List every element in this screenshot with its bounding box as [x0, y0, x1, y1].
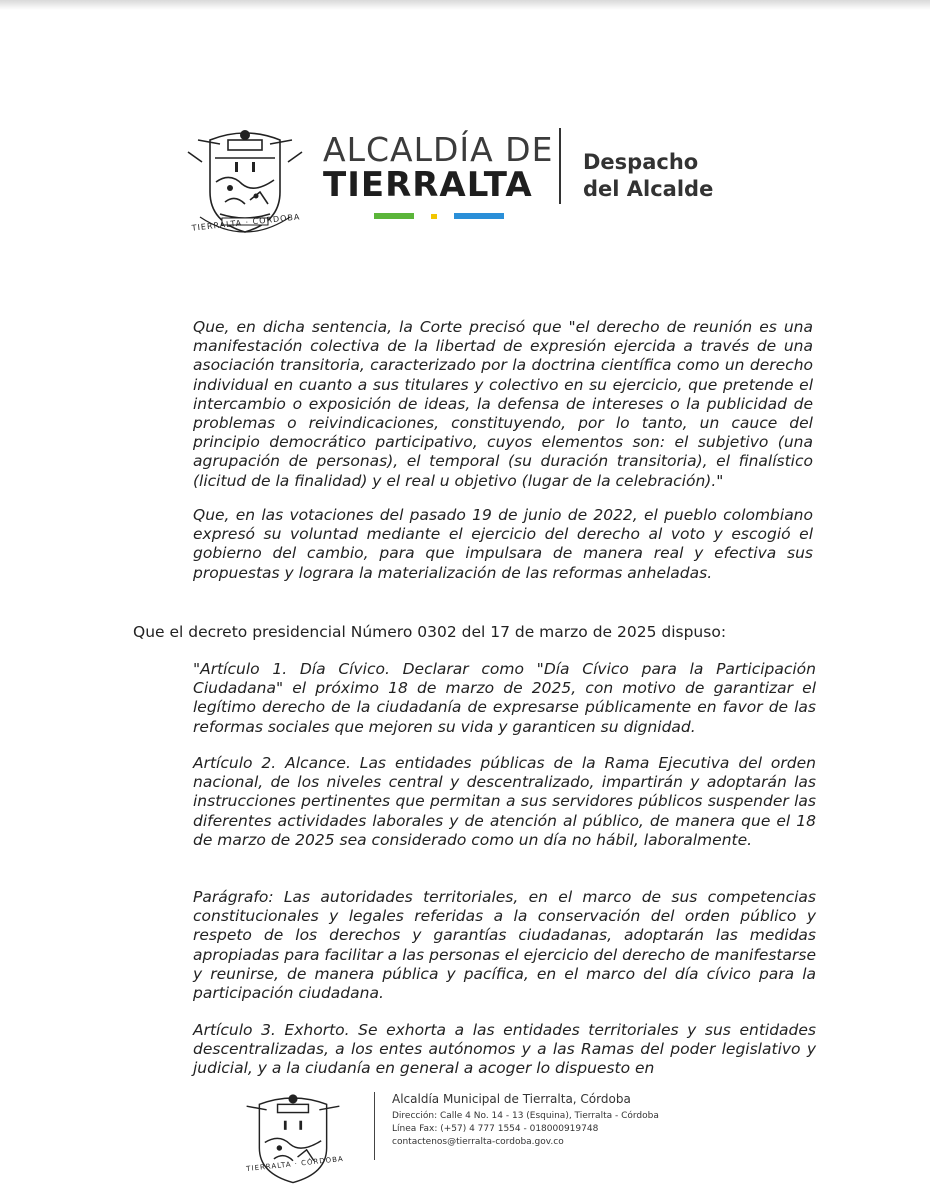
footer-crest-logo — [232, 1088, 354, 1188]
yellow-bar — [431, 214, 437, 219]
paragraph-elections: Que, en las votaciones del pasado 19 de junio de 2022, el pueblo colombiano expresó su voluntad mediante el ejercicio del derecho al voto y escogió el gobierno del cambio, para que impulsara de manera real y efectiva sus propuestas y lograra la materialización de las reformas anheladas. — [193, 506, 813, 582]
paragraph-article-2: Artículo 2. Alcance. Las entidades públicas de la Rama Ejecutiva del orden nacional, de los niveles central y descentralizado, impartirán y adoptarán las instrucciones pertinentes que permitan a sus servidores públicos suspender las diferentes actividades laborales y de atención al público, de manera que el 18 de marzo de 2025 sea considerado como un día no hábil, laboralmente. — [193, 754, 816, 849]
paragraph-court-ruling: Que, en dicha sentencia, la Corte precisó que "el derecho de reunión es una manifestación colectiva de la libertad de expresión ejercida a través de una asociación transitoria, caracterizado por la doctrina científica como un derecho individual en cuanto a sus titulares y colectivo en su ejercicio, que pretende el intercambio o exposición de ideas, la defensa de intereses o la publicidad de problemas o reivindicaciones, constituyendo, por lo tanto, un cauce del principio democrático participativo, cuyos elementos son: el subjetivo (una agrupación de personas), el temporal (su duración transitoria), el finalístico (licitud de la finalidad) y el real u objetivo (lugar de la celebración)." — [193, 318, 813, 490]
footer-phone: Línea Fax: (+57) 4 777 1554 - 018000919748 — [392, 1124, 599, 1134]
footer-contact-block — [392, 1092, 659, 1149]
blue-bar — [454, 213, 504, 219]
green-bar — [374, 213, 414, 219]
paragraph-article-3: Artículo 3. Exhorto. Se exhorta a las entidades territoriales y sus entidades descentralizadas, a los entes autónomos y a las Ramas del poder legislativo y judicial, y a la ciudanía en general a acoger lo dispuesto en — [193, 1021, 816, 1078]
paragraph-article-1: "Artículo 1. Día Cívico. Declarar como "Día Cívico para la Participación Ciudadana" el próximo 18 de marzo de 2025, con motivo de garantizar el legítimo derecho de la ciudadanía de expresarse públicamente en favor de las reformas sociales que mejoren su vida y garanticen su dignidad. — [193, 660, 816, 736]
header-divider — [559, 128, 561, 204]
footer-title: Alcaldía Municipal de Tierralta, Córdoba — [392, 1092, 631, 1106]
footer-address: Dirección: Calle 4 No. 14 - 13 (Esquina), Tierralta - Córdoba — [392, 1111, 659, 1121]
footer-email[interactable]: contactenos@tierralta-cordoba.gov.co — [392, 1137, 564, 1147]
scan-edge — [0, 0, 930, 10]
brand-title-line2: TIERRALTA — [323, 165, 533, 205]
office-title-line1: Despacho — [583, 150, 699, 174]
paragraph-decree-intro: Que el decreto presidencial Número 0302 del 17 de marzo de 2025 dispuso: — [133, 623, 727, 641]
paragraph-paragrafo: Parágrafo: Las autoridades territoriales, en el marco de sus competencias constitucionales y legales referidas a la conservación del orden público y respeto de los derechos y garantías ciudadanas, adoptarán las medidas apropiadas para facilitar a las personas el ejercicio del derecho de manifestarse y reunirse, de manera pública y pacífica, en el marco del día cívico para la participación ciudadana. — [193, 888, 816, 1003]
brand-title-line1: ALCALDÍA DE — [323, 130, 554, 169]
brand-color-bars — [374, 213, 504, 221]
crest-caption: TIERRALTA · CÓRDOBA — [191, 212, 301, 233]
footer-crest-caption: TIERRALTA · CÓRDOBA — [245, 1154, 345, 1174]
office-title-line2: del Alcalde — [583, 177, 714, 201]
footer-divider — [374, 1092, 375, 1160]
